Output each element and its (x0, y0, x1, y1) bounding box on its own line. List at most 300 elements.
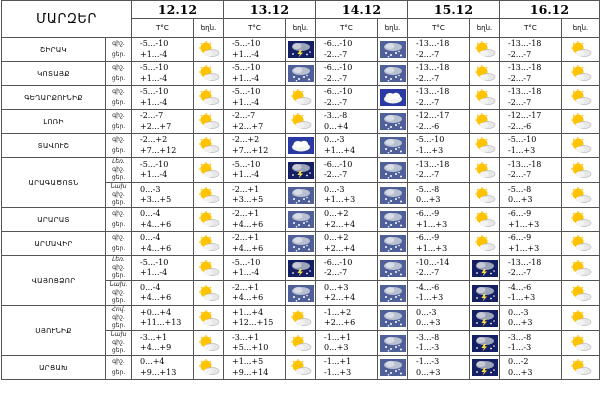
night-temperature: 0...-3 (508, 307, 529, 317)
weather-cell (194, 134, 224, 158)
temperature-cell (132, 306, 194, 331)
time-labels (106, 38, 132, 62)
date-header-row (2, 1, 600, 19)
day-temperature: +1...-4 (140, 97, 168, 107)
day-temperature: +4...+6 (140, 219, 172, 229)
day-temperature: -2...-7 (324, 170, 348, 179)
partly-cloudy-icon (194, 137, 223, 154)
temperature-cell (500, 281, 562, 306)
weather-header: եղն. (286, 18, 316, 37)
region-name: ՏԱՎՈՒՇ (2, 134, 106, 158)
partly-cloudy-icon (194, 260, 223, 277)
cloudy-icon (286, 137, 315, 154)
weather-cell (286, 232, 316, 256)
weather-cell (194, 281, 224, 306)
snow-icon (286, 65, 315, 82)
day-temperature: -1...+3 (416, 145, 444, 155)
partly-cloudy-icon (562, 235, 599, 252)
night-temperature: 0...-2 (508, 357, 529, 366)
thunderstorm-icon (286, 162, 315, 179)
temperature-cell (500, 306, 562, 331)
night-label: գիշ. (112, 358, 125, 365)
night-temperature: -12...-17 (416, 111, 450, 120)
temperature-cell (408, 183, 470, 208)
night-temperature: -6...-10 (324, 257, 353, 267)
temperature-header: T°C (408, 18, 470, 37)
region-name: ԿՈՏԱՅՔ (2, 62, 106, 86)
region-row (2, 62, 600, 86)
night-temperature: -2...+1 (232, 184, 260, 194)
day-temperature: -2...-7 (324, 49, 348, 59)
partly-cloudy-icon (562, 41, 599, 58)
night-temperature: -5...-10 (140, 87, 169, 96)
weather-header: եղն. (562, 18, 600, 37)
night-temperature: 0...-4 (140, 282, 161, 292)
weather-cell (378, 256, 408, 281)
weather-cell (286, 356, 316, 380)
day-temperature: +2...+7 (140, 121, 172, 131)
weather-cell (286, 158, 316, 183)
weather-cell (562, 86, 600, 110)
temperature-cell (408, 281, 470, 306)
temperature-cell (224, 183, 286, 208)
weather-cell (470, 232, 500, 256)
weather-cell (470, 281, 500, 306)
partly-cloudy-icon (562, 89, 599, 106)
temperature-cell (500, 86, 562, 110)
night-temperature: -13...-18 (508, 257, 542, 267)
time-labels (106, 208, 132, 232)
partly-cloudy-icon (286, 113, 315, 130)
weather-cell (470, 183, 500, 208)
day-temperature: +2...+6 (324, 318, 356, 327)
temperature-header: T°C (132, 18, 194, 37)
snow-icon (378, 162, 407, 179)
night-label: գիշ. (112, 339, 125, 346)
weather-cell (378, 331, 408, 356)
snow-icon (378, 235, 407, 252)
region-row (2, 208, 600, 232)
night-label: գիշ. (112, 40, 125, 47)
partly-cloudy-icon (194, 285, 223, 302)
day-temperature: -2...-7 (416, 73, 440, 83)
time-labels (106, 356, 132, 380)
weather-cell (286, 62, 316, 86)
day-label: ցեր. (111, 74, 126, 82)
day-temperature: 0...+3 (508, 195, 533, 204)
day-temperature: 0...+4 (324, 121, 349, 131)
weather-cell (194, 208, 224, 232)
weather-cell (286, 38, 316, 62)
weather-cell (194, 331, 224, 356)
temperature-cell (500, 134, 562, 158)
date-header: 16.12 (500, 1, 600, 19)
day-temperature: +1...-4 (232, 49, 260, 59)
subregion-name: Նախ. (109, 281, 128, 288)
day-temperature: +4...+6 (232, 293, 264, 302)
partly-cloudy-icon (470, 187, 499, 204)
day-temperature: +1...-4 (232, 268, 260, 277)
time-labels (106, 62, 132, 86)
temperature-cell (132, 183, 194, 208)
region-name: ԼՈՌԻ (2, 110, 106, 134)
weather-cell (470, 86, 500, 110)
temperature-cell (500, 208, 562, 232)
temperature-cell (408, 86, 470, 110)
weather-cell (194, 306, 224, 331)
partly-cloudy-icon (470, 113, 499, 130)
temperature-cell (408, 356, 470, 380)
temperature-cell (408, 256, 470, 281)
weather-cell (470, 134, 500, 158)
weather-cell (378, 134, 408, 158)
snow-icon (378, 335, 407, 352)
day-label: ցեր. (111, 368, 126, 376)
temperature-cell (408, 134, 470, 158)
region-row (2, 134, 600, 158)
snow-icon (378, 359, 407, 376)
night-temperature: 0...-4 (140, 209, 161, 218)
night-label: գիշ. (112, 136, 125, 143)
snow-icon (378, 260, 407, 277)
time-labels (106, 183, 132, 208)
weather-cell (286, 281, 316, 306)
subregion-name: Նախ (110, 183, 127, 190)
day-temperature: 0...+3 (324, 343, 349, 352)
weather-cell (194, 356, 224, 380)
weather-cell (562, 356, 600, 380)
date-header: 14.12 (316, 1, 408, 19)
weather-cell (562, 62, 600, 86)
day-temperature: 0...+3 (416, 318, 441, 327)
temperature-cell (500, 158, 562, 183)
day-temperature: -1...+3 (324, 367, 352, 377)
night-temperature: -2...+1 (232, 282, 260, 292)
day-temperature: -2...-6 (416, 121, 440, 131)
night-temperature: -10...-14 (416, 257, 450, 267)
night-temperature: -5...-10 (140, 63, 169, 72)
date-header: 12.12 (132, 1, 224, 19)
day-temperature: +11...+13 (140, 318, 182, 327)
thunderstorm-icon (470, 260, 499, 277)
temperature-header: T°C (224, 18, 286, 37)
night-label: գիշ. (112, 88, 125, 95)
time-labels (106, 331, 132, 356)
regions-header: ՄԱՐԶԵՐ (2, 1, 132, 38)
day-temperature: -1...-3 (508, 343, 532, 352)
day-label: ցեր. (111, 146, 126, 154)
day-temperature: +9...+13 (140, 367, 177, 377)
temperature-cell (500, 110, 562, 134)
partly-cloudy-icon (562, 359, 599, 376)
temperature-cell (316, 62, 378, 86)
temperature-cell (316, 183, 378, 208)
thunderstorm-icon (470, 335, 499, 352)
temperature-cell (316, 208, 378, 232)
temperature-cell (224, 158, 286, 183)
day-temperature: -1...+3 (508, 293, 536, 302)
night-label: գիշ. (112, 234, 125, 241)
time-labels (106, 134, 132, 158)
night-temperature: -3...+1 (140, 332, 168, 342)
day-temperature: +1...+3 (508, 219, 540, 229)
night-temperature: +1...+5 (232, 357, 264, 366)
night-temperature: 0...+3 (324, 282, 349, 292)
temperature-cell (316, 158, 378, 183)
temperature-cell (408, 208, 470, 232)
weather-cell (286, 208, 316, 232)
night-temperature: -13...-18 (416, 87, 450, 96)
day-temperature: +1...+3 (416, 243, 448, 253)
night-temperature: -5...-10 (232, 63, 261, 72)
day-label: ցեր. (111, 50, 126, 58)
temperature-cell (316, 38, 378, 62)
day-temperature: -2...-7 (508, 97, 532, 107)
night-temperature: -5...-10 (232, 87, 261, 96)
snow-icon (378, 310, 407, 327)
temperature-cell (500, 331, 562, 356)
region-name: ՍՅՈՒՆԻՔ (2, 306, 106, 356)
day-temperature: 0...+3 (416, 195, 441, 204)
region-name: ԱՐՑԱԽ (2, 356, 106, 380)
night-temperature: -5...-8 (416, 184, 440, 194)
weather-cell (378, 110, 408, 134)
day-temperature: +4...+9 (140, 343, 172, 352)
day-temperature: -2...-7 (416, 268, 440, 277)
partly-cloudy-icon (562, 260, 599, 277)
temperature-cell (224, 208, 286, 232)
day-temperature: -2...-7 (324, 97, 348, 107)
partly-cloudy-icon (194, 187, 223, 204)
weather-cell (194, 110, 224, 134)
weather-cell (562, 183, 600, 208)
weather-cell (562, 306, 600, 331)
day-temperature: -2...-7 (416, 170, 440, 179)
cloudy-icon (378, 89, 407, 106)
night-temperature: -4...-6 (416, 282, 440, 292)
region-name: ԱՐԱՐԱՏ (2, 208, 106, 232)
region-name: ԱՐՄԱՎԻՐ (2, 232, 106, 256)
day-temperature: -2...-7 (508, 73, 532, 83)
partly-cloudy-icon (562, 162, 599, 179)
temperature-cell (408, 110, 470, 134)
partly-cloudy-icon (562, 65, 599, 82)
night-temperature: 0...-3 (324, 184, 345, 194)
weather-cell (194, 38, 224, 62)
region-row (2, 38, 600, 62)
weather-cell (378, 281, 408, 306)
temperature-cell (224, 38, 286, 62)
snow-icon (286, 211, 315, 228)
night-temperature: -6...-9 (508, 209, 532, 218)
weather-cell (562, 110, 600, 134)
weather-cell (562, 281, 600, 306)
night-temperature: -6...-10 (324, 87, 353, 96)
day-temperature: +4...+6 (232, 243, 264, 253)
region-name: ԳԵՂԱՐՔՈՒՆԻՔ (2, 86, 106, 110)
partly-cloudy-icon (470, 89, 499, 106)
temperature-cell (132, 281, 194, 306)
subregion-name: Նախ (110, 331, 127, 338)
day-temperature: +4...+6 (140, 243, 172, 253)
weather-cell (470, 356, 500, 380)
temperature-cell (408, 331, 470, 356)
weather-header: եղն. (194, 18, 224, 37)
snow-icon (378, 65, 407, 82)
temperature-cell (316, 134, 378, 158)
time-labels (106, 256, 132, 281)
partly-cloudy-icon (286, 359, 315, 376)
weather-cell (286, 256, 316, 281)
night-temperature: -5...-10 (232, 159, 261, 169)
partly-cloudy-icon (286, 335, 315, 352)
weather-cell (562, 331, 600, 356)
temperature-cell (132, 256, 194, 281)
temperature-cell (224, 62, 286, 86)
weather-cell (378, 306, 408, 331)
weather-cell (562, 256, 600, 281)
region-row (2, 232, 600, 256)
night-temperature: -4...-6 (508, 282, 532, 292)
night-temperature: -5...-10 (232, 39, 261, 48)
partly-cloudy-icon (194, 162, 223, 179)
night-temperature: -5...-10 (232, 257, 261, 267)
weather-cell (562, 232, 600, 256)
time-labels (106, 110, 132, 134)
partly-cloudy-icon (194, 211, 223, 228)
region-row (2, 110, 600, 134)
day-temperature: +1...+3 (508, 243, 540, 253)
night-temperature: 0...+4 (140, 357, 165, 366)
temperature-cell (500, 256, 562, 281)
temperature-cell (224, 86, 286, 110)
partly-cloudy-icon (562, 285, 599, 302)
temperature-cell (132, 86, 194, 110)
partly-cloudy-icon (562, 113, 599, 130)
temperature-cell (316, 281, 378, 306)
night-label: գիշ. (112, 210, 125, 217)
temperature-cell (316, 306, 378, 331)
night-temperature: -6...-9 (416, 233, 440, 242)
day-temperature: +1...-4 (140, 170, 168, 179)
day-temperature: +7...+12 (140, 145, 177, 155)
thunderstorm-icon (286, 260, 315, 277)
weather-cell (470, 158, 500, 183)
day-temperature: +1...-4 (232, 170, 260, 179)
temperature-cell (224, 256, 286, 281)
time-labels (106, 158, 132, 183)
partly-cloudy-icon (470, 235, 499, 252)
night-temperature: 0...-3 (140, 184, 161, 194)
temperature-cell (132, 356, 194, 380)
weather-cell (378, 183, 408, 208)
partly-cloudy-icon (194, 335, 223, 352)
night-temperature: -13...-18 (508, 39, 542, 48)
weather-cell (194, 183, 224, 208)
partly-cloudy-icon (470, 65, 499, 82)
temperature-cell (316, 356, 378, 380)
night-temperature: -13...-18 (508, 63, 542, 72)
weather-cell (470, 110, 500, 134)
day-temperature: +4...+6 (140, 293, 172, 302)
night-label: գիշ. (112, 112, 125, 119)
snow-icon (378, 41, 407, 58)
temperature-header: T°C (500, 18, 562, 37)
weather-cell (286, 183, 316, 208)
night-temperature: +0...+4 (140, 307, 172, 317)
day-temperature: +1...+3 (416, 219, 448, 229)
weather-cell (378, 232, 408, 256)
night-label: գիշ. (112, 289, 125, 296)
night-label: գիշ. (112, 191, 125, 198)
temperature-cell (224, 110, 286, 134)
night-temperature: -2...+2 (232, 135, 260, 144)
subregion-name: Լեռ. (112, 158, 125, 165)
weather-cell (470, 62, 500, 86)
snow-icon (378, 187, 407, 204)
day-temperature: 0...+3 (508, 318, 533, 327)
weather-cell (470, 331, 500, 356)
night-temperature: -5...-10 (140, 257, 169, 267)
partly-cloudy-icon (194, 89, 223, 106)
night-temperature: 0...+2 (324, 233, 349, 242)
temperature-cell (316, 86, 378, 110)
night-temperature: -2...+1 (232, 209, 260, 218)
partly-cloudy-icon (470, 137, 499, 154)
day-label: ցեր. (111, 322, 126, 329)
weather-header: եղն. (470, 18, 500, 37)
temperature-cell (132, 38, 194, 62)
day-temperature: +1...-4 (232, 73, 260, 83)
partly-cloudy-icon (470, 162, 499, 179)
night-temperature: -3...+1 (232, 332, 260, 342)
weather-cell (470, 208, 500, 232)
night-temperature: -6...-10 (324, 39, 353, 48)
night-temperature: 0...-4 (140, 233, 161, 242)
day-temperature: -2...-7 (324, 73, 348, 83)
day-temperature: -1...+3 (508, 145, 536, 155)
night-temperature: -3...-8 (508, 332, 532, 342)
night-temperature: +1...+4 (232, 307, 264, 317)
temperature-cell (408, 158, 470, 183)
weather-cell (286, 331, 316, 356)
day-label: ցեր. (111, 347, 126, 354)
weather-cell (378, 356, 408, 380)
weather-cell (194, 158, 224, 183)
partly-cloudy-icon (286, 310, 315, 327)
night-label: գիշ. (112, 64, 125, 71)
weather-cell (286, 306, 316, 331)
temperature-cell (132, 232, 194, 256)
day-label: ցեր. (111, 297, 126, 304)
night-label: գիշ. (112, 264, 125, 271)
weather-cell (562, 208, 600, 232)
temperature-cell (316, 331, 378, 356)
forecast-table (1, 0, 600, 380)
partly-cloudy-icon (562, 211, 599, 228)
day-temperature: +4...+6 (232, 219, 264, 229)
temperature-cell (408, 232, 470, 256)
night-temperature: -2...+2 (140, 135, 168, 144)
snow-icon (286, 235, 315, 252)
day-temperature: -2...-7 (508, 49, 532, 59)
night-temperature: -3...-8 (416, 332, 440, 342)
night-label: գիշ. (112, 166, 125, 173)
night-temperature: 0...-3 (324, 135, 345, 144)
day-temperature: +3...+5 (232, 195, 264, 204)
partly-cloudy-icon (194, 235, 223, 252)
night-temperature: -1...-3 (416, 357, 440, 366)
